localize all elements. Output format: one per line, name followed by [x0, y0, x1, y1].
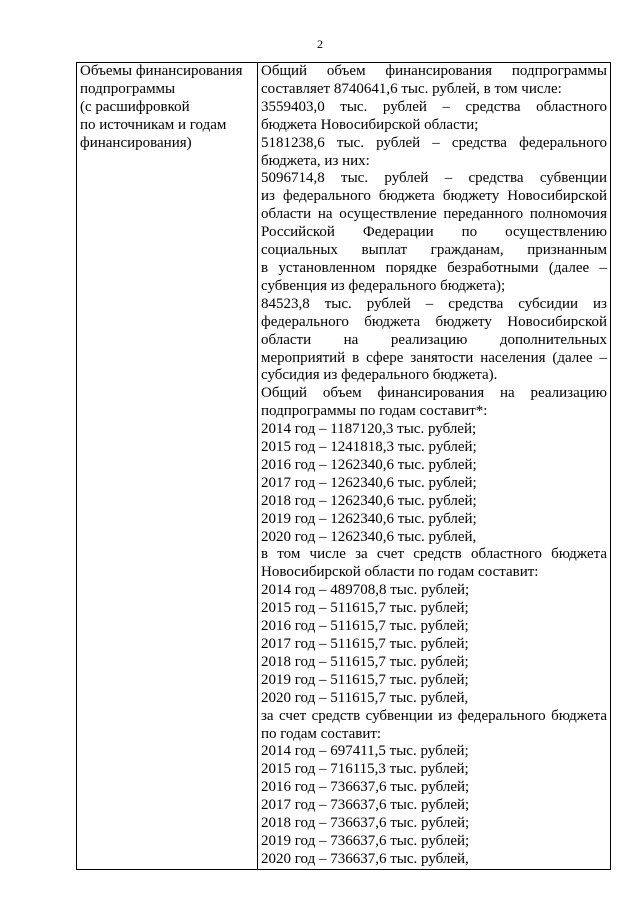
text-line: Новосибирской области по годам составит: [261, 564, 539, 581]
text-line: бюджета Новосибирской области; [261, 116, 479, 133]
label-line: финансирования) [80, 134, 192, 151]
text-line: 5181238,6 тыс. рублей – средства федерального [261, 134, 607, 151]
text-line: 2014 год – 489708,8 тыс. рублей; [261, 582, 470, 599]
text-line: 2015 год – 1241818,3 тыс. рублей; [261, 439, 477, 456]
text-line: 2018 год – 1262340,6 тыс. рублей; [261, 492, 477, 509]
text-line: 2018 год – 511615,7 тыс. рублей; [261, 653, 469, 670]
text-line: 2015 год – 716115,3 тыс. рублей; [261, 761, 469, 778]
text-line: 2017 год – 1262340,6 тыс. рублей; [261, 474, 477, 491]
label-line: подпрограммы [80, 80, 176, 97]
text-line: 2014 год – 697411,5 тыс. рублей; [261, 743, 469, 760]
text-line: 2020 год – 511615,7 тыс. рублей, [261, 689, 469, 706]
text-line: субвенция из федерального бюджета); [261, 277, 506, 294]
text-line: по годам составит: [261, 725, 382, 742]
text-line: 2017 год – 736637,6 тыс. рублей; [261, 797, 470, 814]
text-line: 3559403,0 тыс. рублей – средства областного [261, 98, 607, 115]
text-line: области на осуществление переданного полномочия [261, 206, 607, 223]
text-line: 2020 год – 1262340,6 тыс. рублей, [261, 528, 477, 545]
label-line: по источникам и годам [80, 116, 227, 133]
text-line: 2019 год – 736637,6 тыс. рублей; [261, 832, 470, 849]
text-line: 2017 год – 511615,7 тыс. рублей; [261, 636, 469, 652]
text-line: из федерального бюджета бюджету Новосибирской [261, 188, 607, 205]
text-line: 2018 год – 736637,6 тыс. рублей; [261, 815, 470, 832]
text-line: бюджета, из них: [261, 152, 370, 169]
label-line: Объемы финансирования [80, 63, 243, 79]
text-line: 5096714,8 тыс. рублей – средства субвенции [261, 170, 607, 187]
text-line: социальных выплат гражданам, признанным [261, 242, 607, 259]
text-line: субсидия из федерального бюджета). [261, 367, 498, 384]
text-line: 84523,8 тыс. рублей – средства субсидии из [261, 295, 607, 312]
text-line: за счет средств субвенции из федерального бюджета [261, 707, 607, 724]
text-line: Общий объем финансирования на реализацию [261, 385, 607, 402]
financing-row [77, 63, 611, 870]
page-number: 2 [317, 37, 323, 51]
text-line: 2016 год – 1262340,6 тыс. рублей; [261, 456, 477, 473]
label-cell [77, 63, 258, 870]
text-line: 2019 год – 511615,7 тыс. рублей; [261, 671, 469, 688]
text-line: подпрограммы по годам составит*: [261, 403, 488, 420]
text-line: мероприятий в сфере занятости населения (далее – [261, 349, 607, 366]
text-line: области на реализацию дополнительных [261, 331, 607, 348]
text-line: Общий объем финансирования подпрограммы [261, 63, 607, 79]
text-line: 2016 год – 736637,6 тыс. рублей; [261, 779, 470, 796]
text-line: 2015 год – 511615,7 тыс. рублей; [261, 600, 469, 617]
label-line: (с расшифровкой [80, 98, 190, 115]
text-line: в установленном порядке безработными (далее – [261, 259, 607, 276]
text-line: в том числе за счет средств областного бюджета [261, 546, 607, 563]
text-line: федерального бюджета бюджету Новосибирской [261, 313, 607, 330]
financing-table [76, 62, 611, 870]
text-line: Российской Федерации по осуществлению [261, 224, 607, 241]
text-line: 2014 год – 1187120,3 тыс. рублей; [261, 421, 477, 438]
text-line: 2019 год – 1262340,6 тыс. рублей; [261, 510, 477, 527]
text-line: 2016 год – 511615,7 тыс. рублей; [261, 618, 469, 635]
text-line: составляет 8740641,6 тыс. рублей, в том числе: [261, 80, 562, 97]
text-line: 2020 год – 736637,6 тыс. рублей, [261, 850, 469, 867]
content-cell [258, 63, 611, 870]
